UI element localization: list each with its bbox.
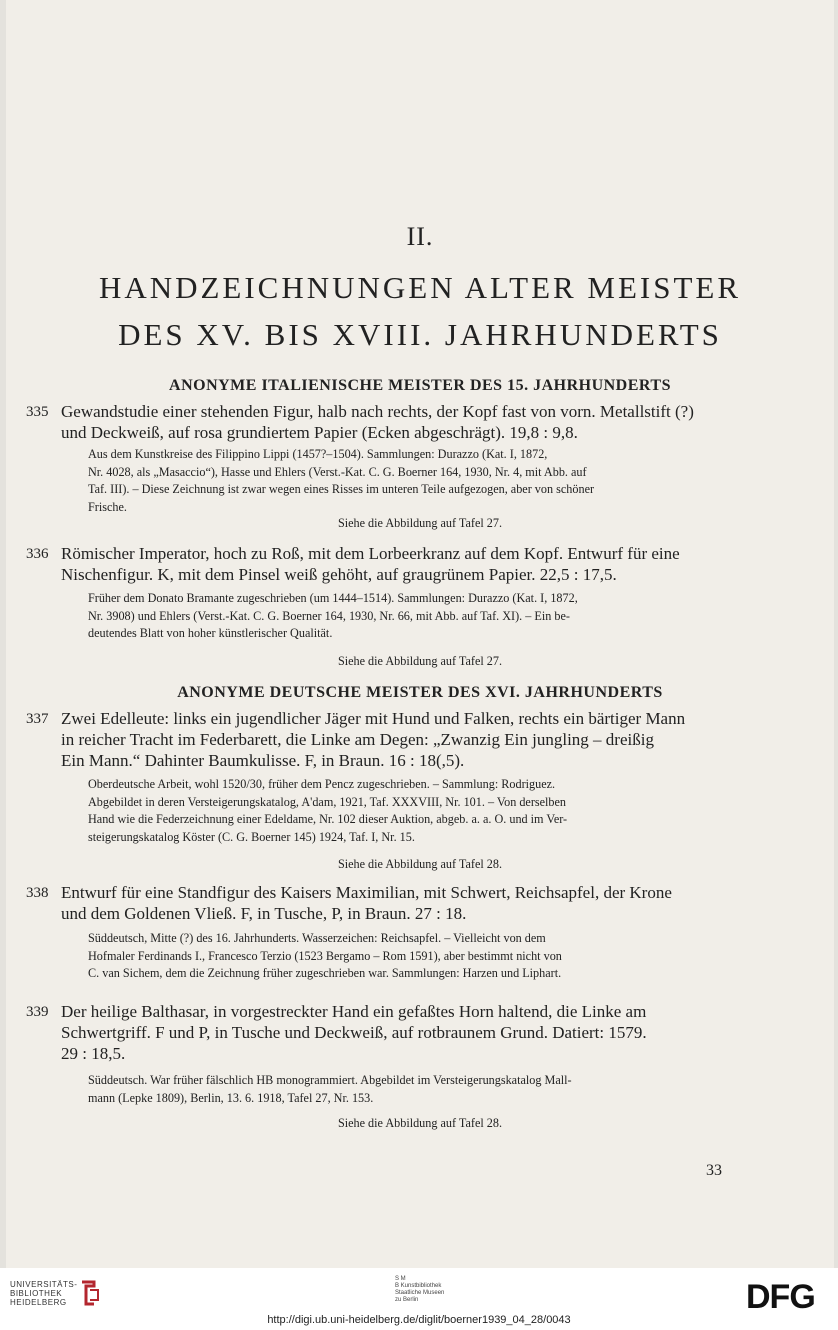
catalog-page	[6, 0, 834, 1268]
entry-number: 337	[26, 711, 49, 727]
note-line: steigerungskatalog Köster (C. G. Boerner 145) 1924, Taf. I, Nr. 15.	[88, 829, 415, 844]
plate-reference: Siehe die Abbildung auf Tafel 27.	[337, 516, 503, 530]
note-line: Nr. 4028, als „Masaccio“), Hasse und Ehlers (Verst.-Kat. C. G. Boerner 164, 1930, Nr. 4, mit Abb. auf	[88, 464, 587, 479]
entry-line: in reicher Tracht im Federbarett, die Linke am Degen: „Zwanzig Ein jungling – dreißig	[61, 730, 654, 749]
dfg-logo: DFG	[746, 1278, 815, 1316]
entry-number: 338	[26, 885, 49, 901]
entry-note	[88, 446, 728, 516]
entry-description	[61, 708, 729, 771]
note-line: Nr. 3908) und Ehlers (Verst.-Kat. C. G. Boerner 164, 1930, Nr. 66, mit Abb. auf Taf. XI). – Ein be-	[88, 608, 570, 623]
university-library-label: UNIVERSITÄTS- BIBLIOTHEK HEIDELBERG	[10, 1280, 78, 1307]
chapter-title-line-1: HANDZEICHNUNGEN ALTER MEISTER	[98, 270, 742, 305]
note-line: Hofmaler Ferdinands I., Francesco Terzio (1523 Bergamo – Rom 1591), aber bestimmt nicht von	[88, 948, 562, 963]
museum-stamp: S M B Kunstbibliothek Staatliche Museen zu Berlin	[395, 1276, 445, 1303]
note-line: Süddeutsch. War früher fälschlich HB monogrammiert. Abgebildet im Versteigerungskatalog Mall-	[88, 1073, 572, 1087]
note-line: mann (Lepke 1809), Berlin, 13. 6. 1918, Tafel 27, Nr. 153.	[88, 1090, 374, 1105]
entry-line: Nischenfigur. K, mit dem Pinsel weiß gehöht, auf graugrünem Papier. 22,5 : 17,5.	[61, 565, 617, 584]
note-line: Taf. III). – Diese Zeichnung ist zwar wegen eines Risses im unteren Teile aufgezogen, aber von schöner	[88, 482, 595, 497]
entry-number: 336	[26, 546, 49, 562]
chapter-title-line-2: DES XV. BIS XVIII. JAHRHUNDERTS	[118, 317, 722, 352]
entry-description	[61, 401, 729, 443]
entry-description	[61, 882, 729, 924]
entry-line: Gewandstudie einer stehenden Figur, halb nach rechts, der Kopf fast von vorn. Metallstift (?)	[61, 402, 694, 421]
university-logo-icon	[78, 1278, 100, 1308]
entry-number: 339	[26, 1004, 49, 1020]
note-line: Früher dem Donato Bramante zugeschrieben (um 1444–1514). Sammlungen: Durazzo (Kat. I, 1872,	[88, 591, 578, 605]
entry-line: Zwei Edelleute: links ein jugendlicher Jäger mit Hund und Falken, rechts ein bärtiger Mann	[61, 709, 686, 728]
digitization-footer	[0, 1268, 838, 1330]
entry-line: 29 : 18,5.	[61, 1044, 126, 1063]
entry-note	[88, 930, 728, 983]
entry-line: Der heilige Balthasar, in vorgestreckter Hand ein gefaßtes Horn haltend, die Linke am	[61, 1002, 647, 1021]
plate-reference: Siehe die Abbildung auf Tafel 28.	[337, 1116, 503, 1130]
note-line: C. van Sichem, dem die Zeichnung früher zugeschrieben war. Sammlungen: Harzen und Liphart.	[88, 966, 562, 981]
entry-description	[61, 1001, 729, 1064]
note-line: Aus dem Kunstkreise des Filippino Lippi (1457?–1504). Sammlungen: Durazzo (Kat. I, 1872,	[88, 447, 548, 461]
section-heading-german: ANONYME DEUTSCHE MEISTER DES XVI. JAHRHUNDERTS	[177, 684, 663, 701]
entry-line: Römischer Imperator, hoch zu Roß, mit dem Lorbeerkranz auf dem Kopf. Entwurf für eine	[61, 544, 680, 563]
entry-number: 335	[26, 404, 49, 420]
entry-line: Schwertgriff. F und P, in Tusche und Deckweiß, auf rotbraunem Grund. Datiert: 1579.	[61, 1023, 647, 1042]
entry-description	[61, 543, 729, 585]
section-heading-italian: ANONYME ITALIENISCHE MEISTER DES 15. JAHRHUNDERTS	[169, 377, 671, 394]
page-number: 33	[706, 1162, 722, 1179]
chapter-number: II.	[406, 222, 434, 251]
entry-line: und dem Goldenen Vließ. F, in Tusche, P, in Braun. 27 : 18.	[61, 904, 467, 923]
entry-note	[88, 590, 728, 643]
plate-reference: Siehe die Abbildung auf Tafel 28.	[337, 857, 503, 871]
entry-line: Ein Mann.“ Dahinter Baumkulisse. F, in Braun. 16 : 18(,5).	[61, 751, 465, 770]
source-url[interactable]: http://digi.ub.uni-heidelberg.de/diglit/boerner1939_04_28/0043	[267, 1314, 571, 1326]
entry-line: und Deckweiß, auf rosa grundiertem Papier (Ecken abgeschrägt). 19,8 : 9,8.	[61, 423, 578, 442]
note-line: Süddeutsch, Mitte (?) des 16. Jahrhunderts. Wasserzeichen: Reichsapfel. – Vielleicht von dem	[88, 931, 546, 945]
entry-note	[88, 776, 728, 846]
note-line: Oberdeutsche Arbeit, wohl 1520/30, früher dem Pencz zugeschrieben. – Sammlung: Rodriguez.	[88, 777, 556, 791]
note-line: Hand wie die Federzeichnung einer Edeldame, Nr. 102 dieser Auktion, abgeb. a. a. O. und im Ver-	[88, 812, 568, 827]
plate-reference: Siehe die Abbildung auf Tafel 27.	[337, 654, 503, 668]
note-line: deutendes Blatt von hoher künstlerischer Qualität.	[88, 626, 333, 641]
entry-note	[88, 1072, 728, 1107]
note-line: Abgebildet in deren Versteigerungskatalog, A'dam, 1921, Taf. XXXVIII, Nr. 101. – Von derselben	[88, 794, 567, 809]
note-line: Frische.	[88, 499, 127, 514]
entry-line: Entwurf für eine Standfigur des Kaisers Maximilian, mit Schwert, Reichsapfel, der Krone	[61, 883, 672, 902]
